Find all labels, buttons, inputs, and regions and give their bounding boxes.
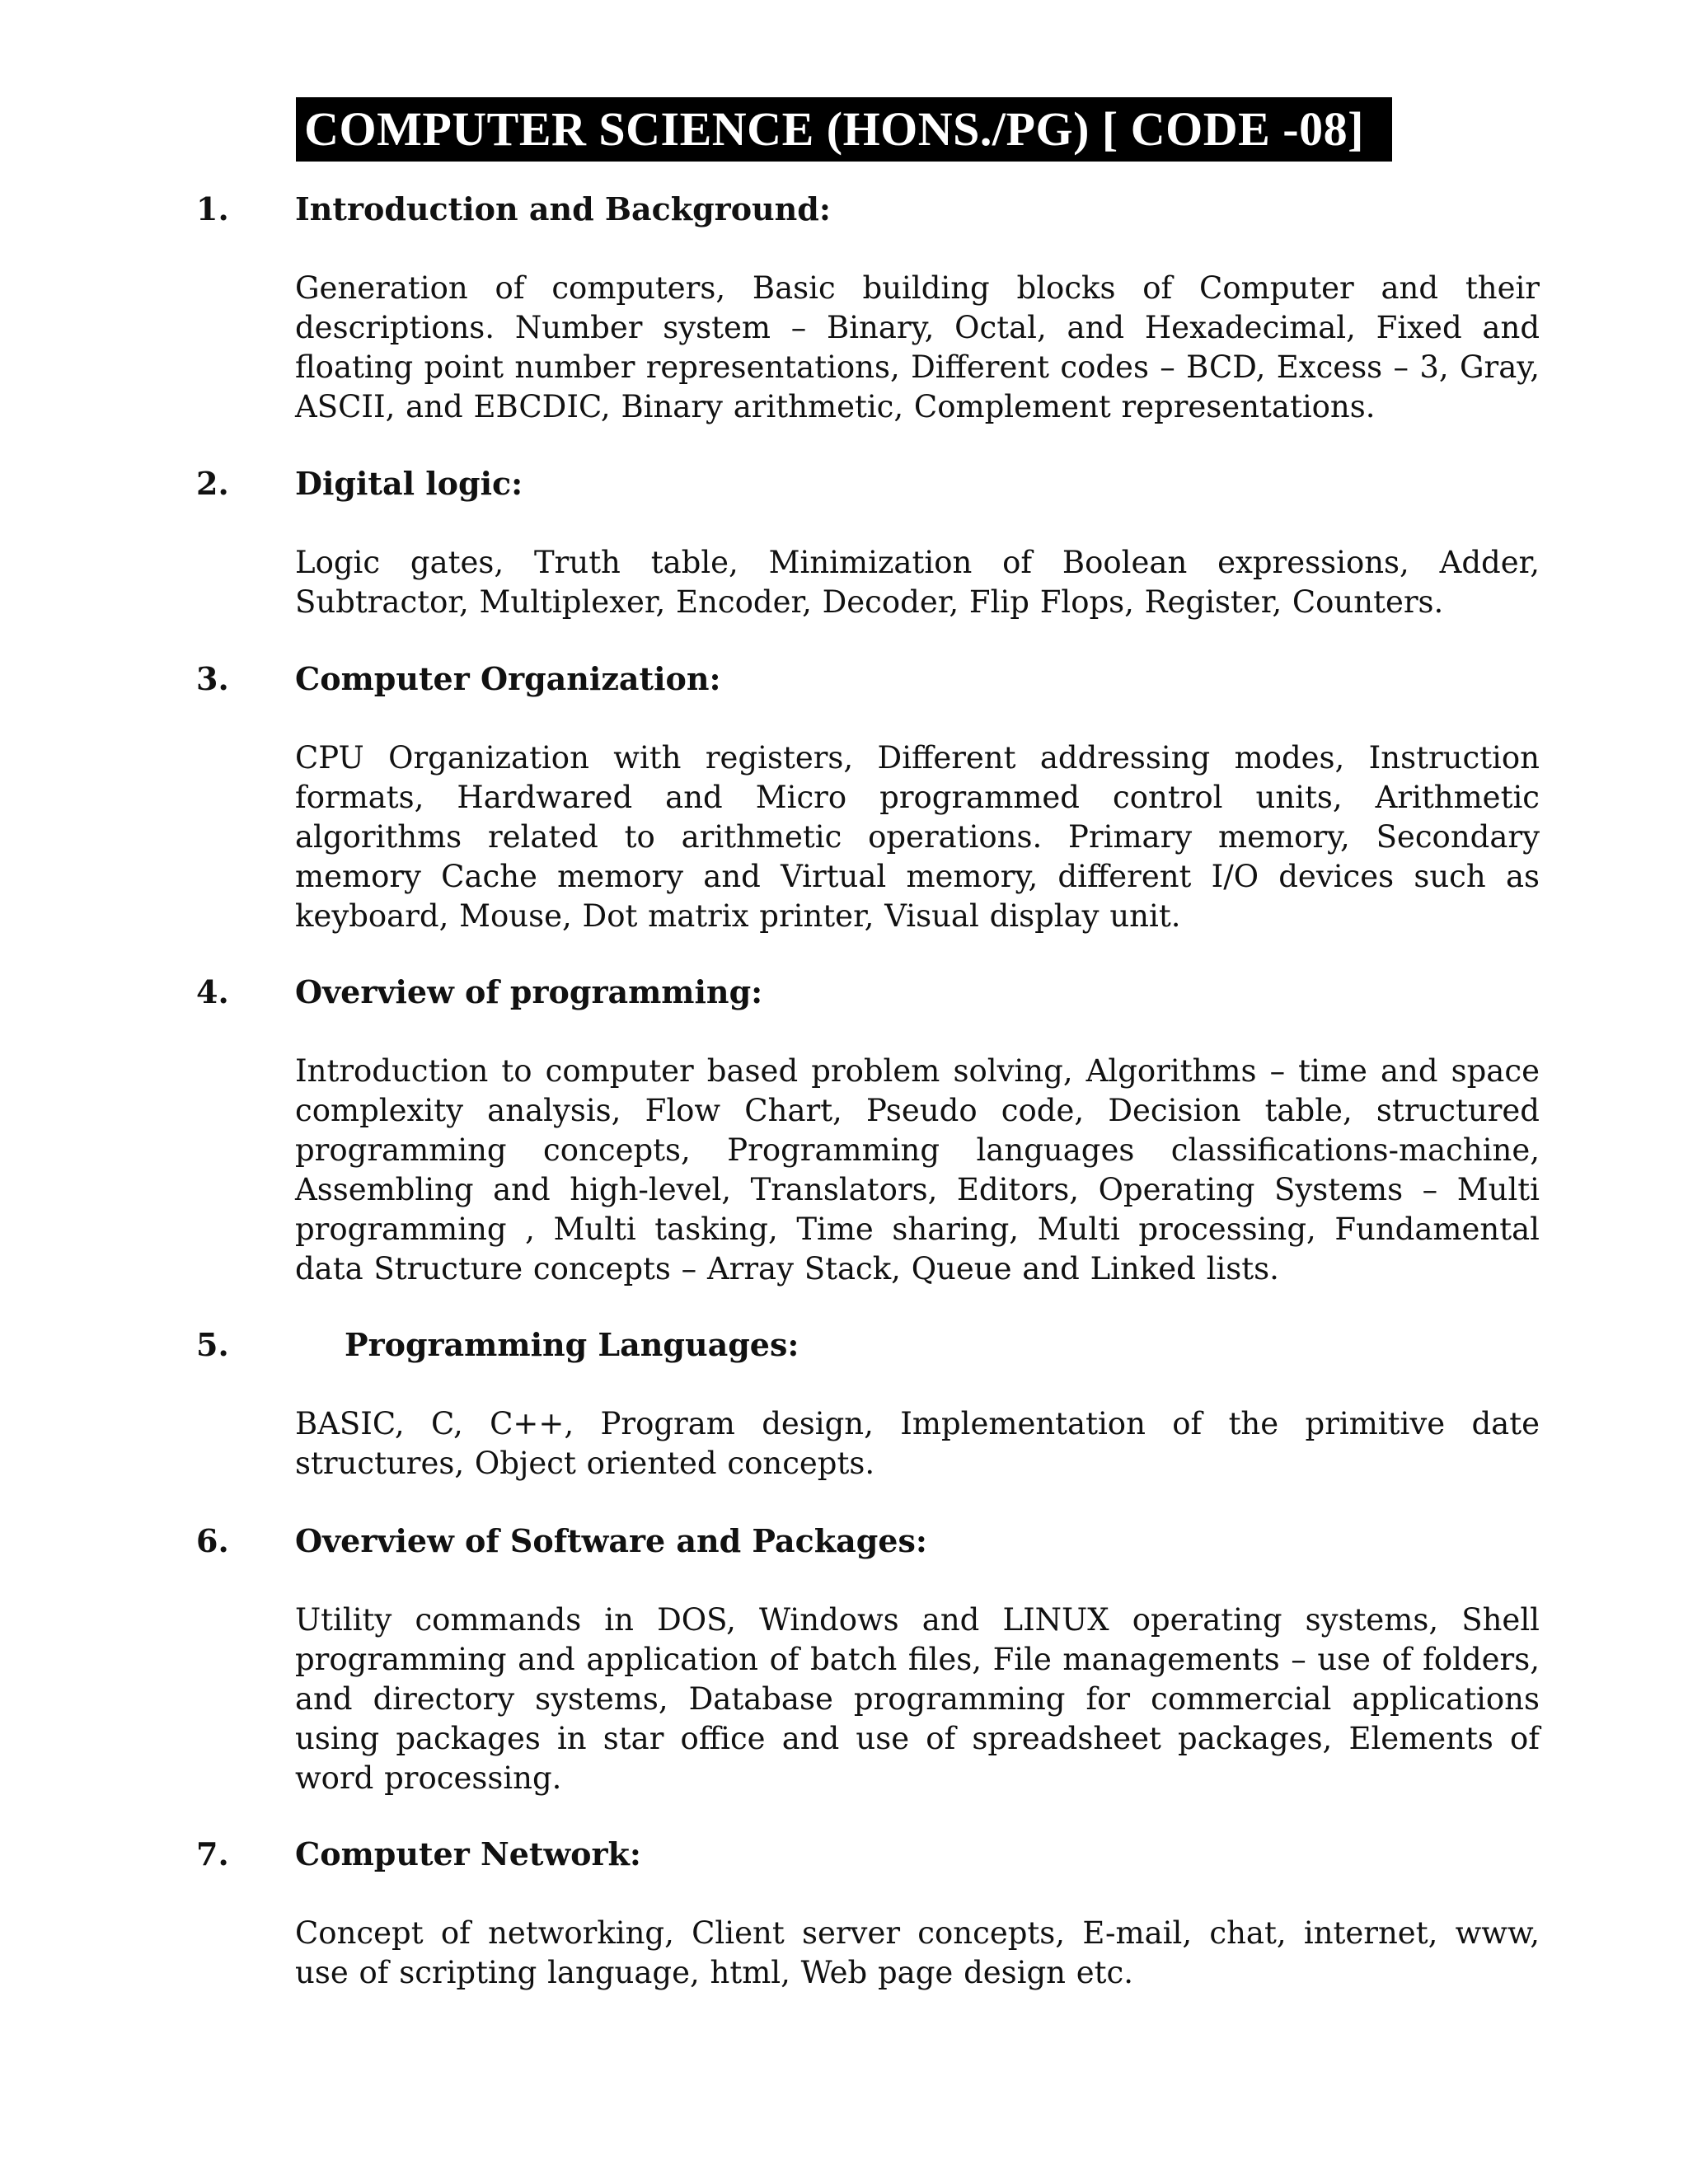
section-body: CPU Organization with registers, Different addressing modes, Instruction formats, Hardwared and Micro programmed control units, Arithmetic algorithms related to arithmetic operations. Primary memory, Secondary memory Cache memory and Virtual memory, different I/O devices such as keyboard, Mouse, Dot matrix printer, Visual display unit.: [295, 740, 1540, 934]
section-heading: Computer Network:: [295, 1835, 641, 1872]
section-number: 1.: [196, 190, 229, 227]
section-heading: Computer Organization:: [295, 660, 721, 697]
section-body: BASIC, C, C++, Program design, Implementation of the primitive date structures, Object oriented concepts.: [295, 1406, 1540, 1481]
section-heading: Programming Languages:: [345, 1326, 799, 1363]
section-number: 5.: [196, 1326, 229, 1363]
section-body: Logic gates, Truth table, Minimization of Boolean expressions, Adder, Subtractor, Multiplexer, Encoder, Decoder, Flip Flops, Register, Counters.: [295, 545, 1540, 620]
section-heading: Overview of Software and Packages:: [295, 1522, 927, 1559]
section-heading: Introduction and Background:: [295, 190, 831, 227]
section-heading: Overview of programming:: [295, 973, 763, 1010]
section-number: 3.: [196, 660, 229, 697]
section-heading: Digital logic:: [295, 465, 523, 502]
section-body: Introduction to computer based problem solving, Algorithms – time and space complexity analysis, Flow Chart, Pseudo code, Decision table, structured programming concepts, Programming languages classifications-machine, Assembling and high-level, Translators, Editors, Operating Systems – Multi programming , Multi tasking, Time sharing, Multi processing, Fundamental data Structure concepts – Array Stack, Queue and Linked lists.: [295, 1053, 1540, 1286]
section-number: 7.: [196, 1835, 229, 1872]
title-bar: [0, 97, 1688, 162]
page-title: COMPUTER SCIENCE (HONS./PG) [ CODE -08]: [296, 97, 1392, 162]
section-body: Generation of computers, Basic building blocks of Computer and their descriptions. Number system – Binary, Octal, and Hexadecimal, Fixed and floating point number representations, Different codes – BCD, Excess – 3, Gray, ASCII, and EBCDIC, Binary arithmetic, Complement representations.: [295, 270, 1540, 424]
section-number: 6.: [196, 1522, 229, 1559]
section-number: 4.: [196, 973, 229, 1010]
section-number: 2.: [196, 465, 229, 502]
section-body: Concept of networking, Client server concepts, E-mail, chat, internet, www, use of scripting language, html, Web page design etc.: [295, 1915, 1540, 1990]
section-body: Utility commands in DOS, Windows and LINUX operating systems, Shell programming and application of batch files, File managements – use of folders, and directory systems, Database programming for commercial applications using packages in star office and use of spreadsheet packages, Elements of word processing.: [295, 1602, 1540, 1796]
